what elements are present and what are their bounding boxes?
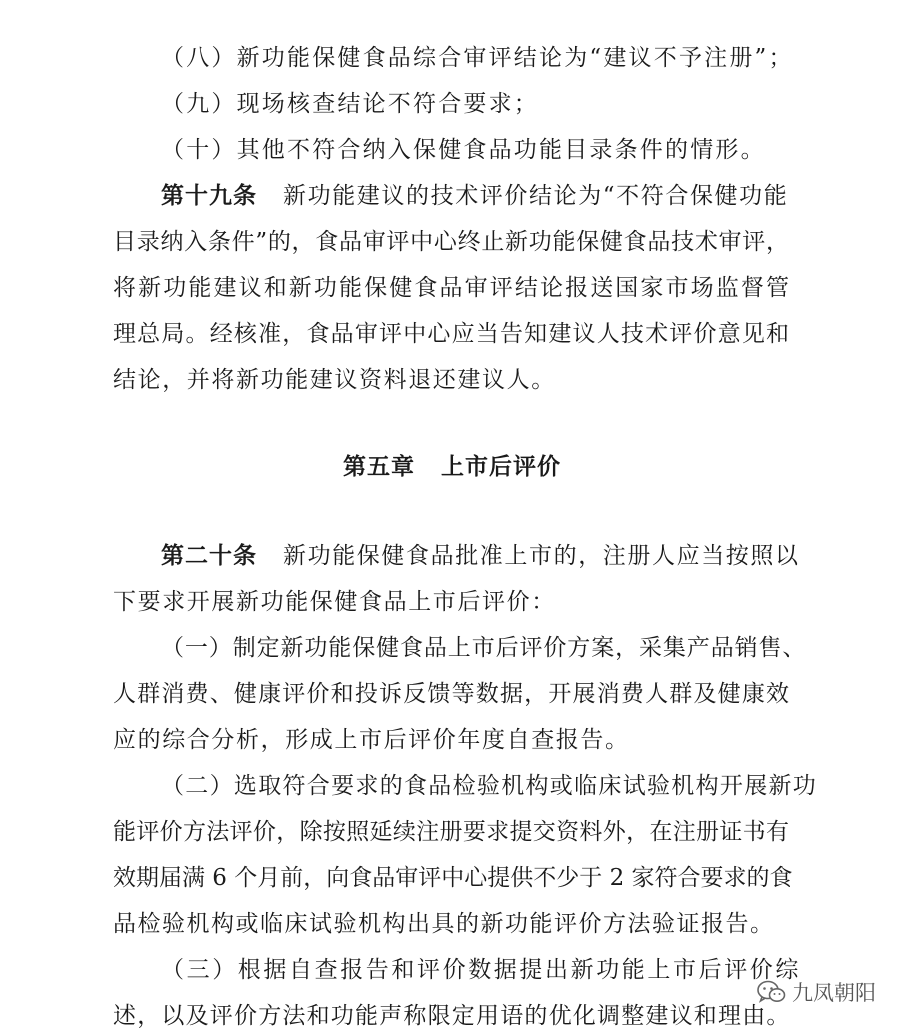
- item-3-line-1: （三）根据自查报告和评价数据提出新功能上市后评价综: [161, 957, 801, 983]
- article-20-line-2: 下要求开展新功能保健食品上市后评价：: [113, 589, 556, 615]
- article-19-line-4: 理总局。经核准，食品审评中心应当告知建议人技术评价意见和: [113, 321, 789, 347]
- article-19-line-1: 新功能建议的技术评价结论为“不符合保健功能: [283, 183, 789, 209]
- wechat-icon: [756, 979, 786, 1005]
- item-1-line-1: （一）制定新功能保健食品上市后评价方案，采集产品销售、: [161, 635, 807, 661]
- watermark-text: 九凤朝阳: [792, 981, 876, 1005]
- item-1-line-3: 应的综合分析，形成上市后评价年度自查报告。: [113, 727, 630, 753]
- item-2-line-3: 效期届满 6 个月前，向食品审评中心提供不少于 2 家符合要求的食: [113, 865, 793, 891]
- article-19-label: 第十九条: [161, 183, 257, 209]
- chapter-title: 上市后评价: [441, 454, 561, 480]
- item-1-line-2: 人群消费、健康评价和投诉反馈等数据，开展消费人群及健康效: [113, 681, 789, 707]
- chapter-number: 第五章: [343, 454, 415, 480]
- article-19-line-5: 结论，并将新功能建议资料退还建议人。: [113, 367, 556, 393]
- article-20-label: 第二十条: [161, 543, 257, 569]
- watermark: [756, 975, 876, 1009]
- item-2-line-1: （二）选取符合要求的食品检验机构或临床试验机构开展新功: [161, 773, 818, 799]
- article-19-line-2: 目录纳入条件”的，食品审评中心终止新功能保健食品技术审评，: [113, 229, 789, 255]
- item-2-line-2: 能评价方法评价，除按照延续注册要求提交资料外，在注册证书有: [113, 819, 789, 845]
- list-item-8: （八）新功能保健食品综合审评结论为“建议不予注册”；: [161, 45, 794, 71]
- chapter-heading: [0, 452, 904, 482]
- article-19-first-line: [161, 181, 788, 211]
- list-item-10: （十）其他不符合纳入保健食品功能目录条件的情形。: [161, 137, 766, 163]
- item-3-line-2: 述，以及评价方法和功能声称限定用语的优化调整建议和理由。: [113, 1003, 791, 1029]
- article-20-first-line: [161, 541, 800, 571]
- item-2-line-4: 品检验机构或临床试验机构出具的新功能评价方法验证报告。: [113, 911, 775, 937]
- article-19-line-3: 将新功能建议和新功能保健食品审评结论报送国家市场监督管: [113, 275, 789, 301]
- article-20-line-1: 新功能保健食品批准上市的，注册人应当按照以: [283, 543, 800, 569]
- list-item-9: （九）现场核查结论不符合要求；: [161, 91, 539, 117]
